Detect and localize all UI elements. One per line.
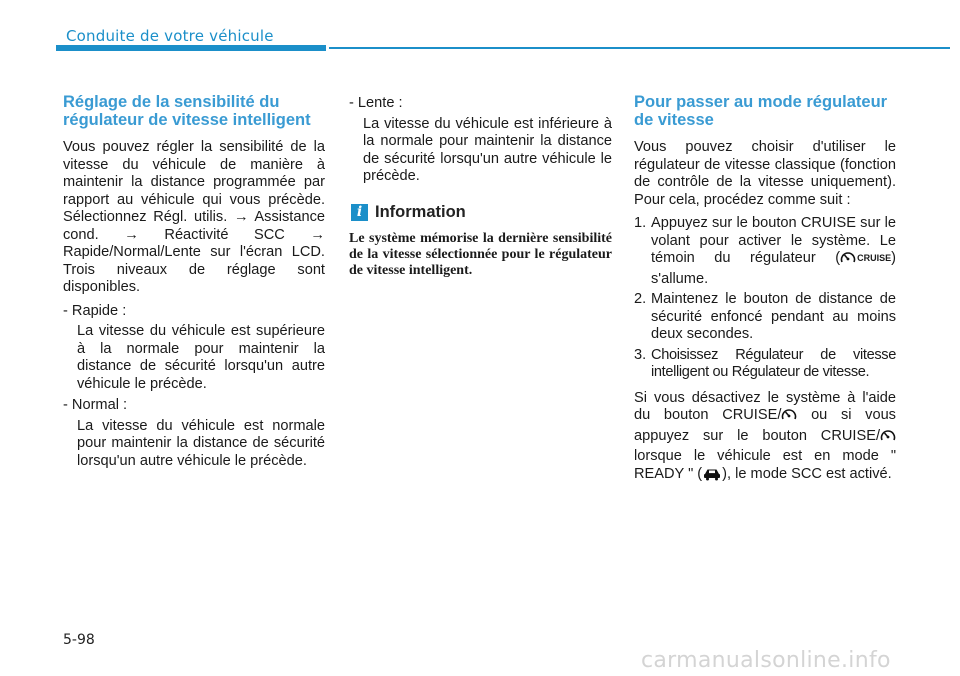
normal-label: - Normal :: [63, 397, 128, 413]
step-3-text: Choisissez Régulateur de vitesse intelligent ou Régulateur de vitesse.: [651, 346, 896, 380]
speedometer-icon: [840, 250, 856, 271]
cruise-outro: [634, 390, 896, 487]
step-1-text-end: ) s'allume.: [651, 250, 896, 287]
section-heading-sensitivity: Réglage de la sensibilité du régulateur de vitesse intelligent: [63, 93, 311, 129]
cruise-steps: [634, 215, 896, 382]
middle-column: [349, 93, 612, 279]
page-number: 5-98: [63, 632, 95, 648]
rapide-text: La vitesse du véhicule est supérieure à la normale pour maintenir la distance de sécurité lorsqu'un autre véhicule le précède.: [77, 323, 325, 392]
step-2-text: Maintenez le bouton de distance de sécurité enfoncé pendant au moins deux secondes.: [651, 291, 896, 342]
step-3: [634, 347, 896, 382]
step-1: [634, 215, 896, 288]
header-bar-thin: [329, 47, 950, 49]
outro-text-d: ), le mode SCC est activé.: [722, 465, 892, 482]
sensitivity-intro: Vous pouvez régler la sensibilité de la vitesse du véhicule de manière à maintenir la distance programmée par rapport au véhicule qui vous précède. Sélectionnez Régl. utilis. → Assistance cond. → Réactivité SCC → Rapide/Normal/Lente sur l'écran LCD. Trois niveaux de réglage sont disponibles.: [63, 139, 325, 295]
header-title: Conduite de votre véhicule: [66, 27, 274, 45]
lente-text: La vitesse du véhicule est inférieure à la normale pour maintenir la distance de sécurité lorsqu'un autre véhicule le précède.: [363, 115, 612, 184]
outro-text-b: ou si vous appuyez sur le bouton CRUISE/: [634, 407, 896, 444]
lente-label: - Lente :: [349, 95, 403, 111]
cruise-intro: Vous pouvez choisir d'utiliser le régulateur de vitesse classique (fonction de contrôle de la vitesse uniquement). Pour cela, procédez comme suit :: [634, 139, 896, 208]
outro-text-c: lorsque le véhicule est en mode " READY " (: [634, 448, 896, 482]
information-text: Le système mémorise la dernière sensibilité de la vitesse sélectionnée pour le régulateur de vitesse intelligent.: [349, 231, 612, 278]
watermark: carmanualsonline.info: [641, 648, 891, 673]
step-2: [634, 291, 896, 344]
speedometer-icon: [880, 428, 896, 449]
step-number: 1.: [634, 215, 647, 231]
cruise-indicator-label: CRUISE: [857, 253, 892, 263]
header-bar-thick: [56, 45, 326, 51]
step-number: 2.: [634, 291, 647, 307]
normal-text: La vitesse du véhicule est normale pour maintenir la distance de sécurité lorsqu'un autre véhicule le précède.: [77, 417, 325, 469]
right-column: [634, 93, 896, 486]
information-header: [349, 204, 612, 222]
car-icon: [702, 467, 722, 487]
section-heading-cruise-mode: Pour passer au mode régulateur de vitesse: [634, 93, 888, 129]
step-1-text: Appuyez sur le bouton CRUISE sur le volant pour activer le système. Le témoin du régulateur (: [651, 215, 896, 266]
step-number: 3.: [634, 346, 647, 363]
outro-text-a: Si vous désactivez le système à l'aide du bouton CRUISE/: [634, 389, 896, 423]
rapide-label: - Rapide :: [63, 302, 127, 319]
speedometer-icon: [781, 407, 797, 428]
information-title: Information: [375, 202, 466, 221]
info-icon: i: [351, 204, 368, 221]
left-column: [63, 93, 325, 474]
